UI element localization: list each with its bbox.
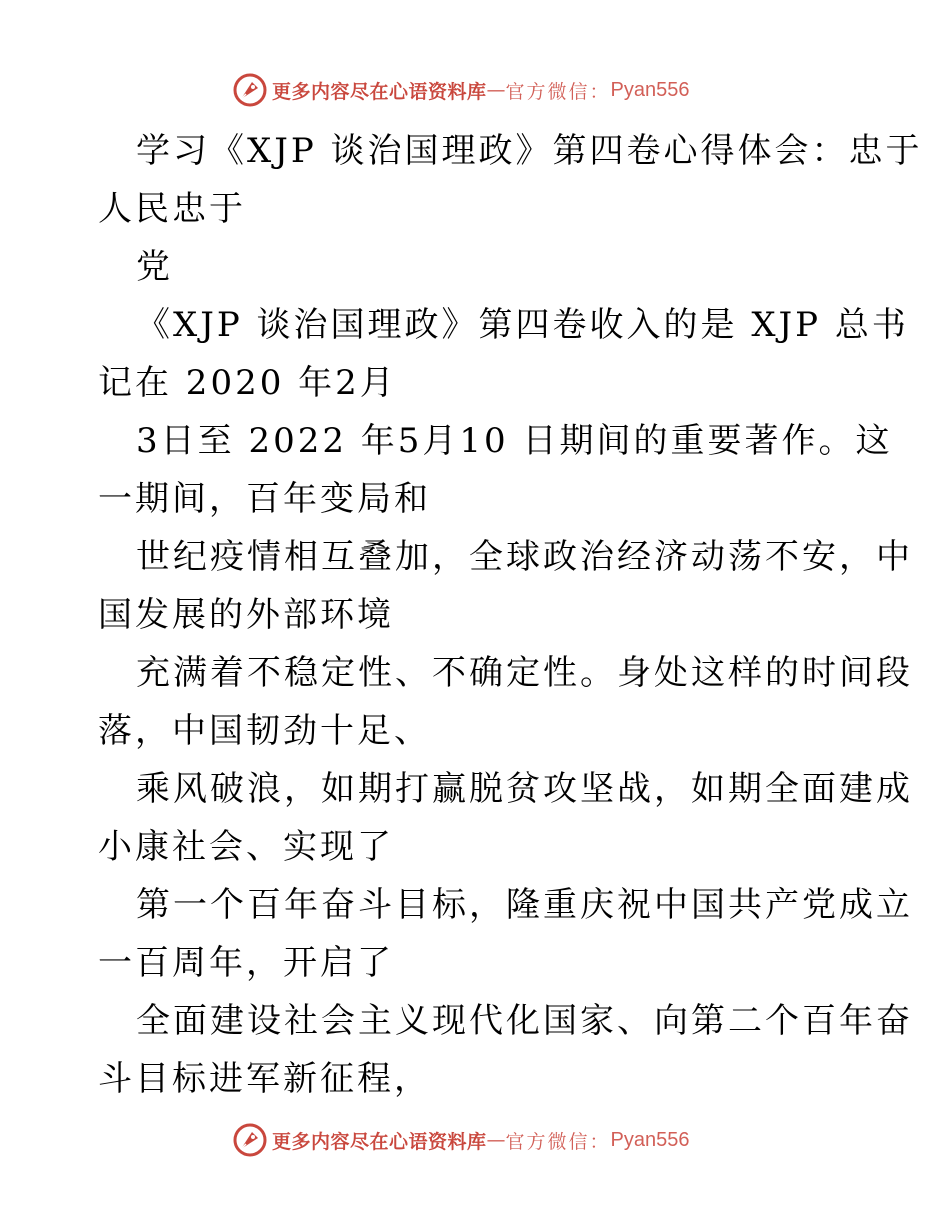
text-line: 斗目标进军新征程， (98, 1059, 431, 1099)
header-wechat-label: 官方微信： (505, 80, 611, 103)
text-line: 《XJP 谈治国理政》第四卷收入的是 XJP 总书 (136, 305, 909, 345)
text-line: 一百周年，开启了 (98, 943, 394, 983)
text-line: 3日至 2022 年5月10 日期间的重要著作。这 (136, 421, 893, 461)
text-line: 一期间，百年变局和 (98, 479, 431, 519)
header-wechat-id: Pyan556 (610, 78, 690, 101)
text-line: 党 (136, 247, 173, 287)
footer-dash: — (486, 1129, 506, 1151)
text-line: 充满着不稳定性、不确定性。身处这样的时间段 (136, 653, 913, 693)
text-line: 世纪疫情相互叠加，全球政治经济动荡不安，中 (136, 537, 913, 577)
footer-wechat-id: Pyan556 (610, 1128, 690, 1151)
text-line: 乘风破浪，如期打赢脱贫攻坚战，如期全面建成 (136, 769, 913, 809)
text-line: 小康社会、实现了 (98, 827, 394, 867)
text-line: 记在 2020 年2月 (98, 363, 397, 403)
text-line: 人民忠于 (98, 189, 246, 229)
pen-nib-logo-icon (232, 1122, 268, 1158)
text-line: 第一个百年奋斗目标，隆重庆祝中国共产党成立 (136, 885, 913, 925)
text-line: 落，中国韧劲十足、 (98, 711, 431, 751)
text-line: 全面建设社会主义现代化国家、向第二个百年奋 (136, 1001, 913, 1041)
header-banner (232, 70, 690, 110)
header-dash: — (486, 79, 506, 101)
footer-banner (232, 1120, 690, 1160)
pen-nib-logo-icon (232, 72, 268, 108)
footer-wechat-label: 官方微信： (505, 1130, 611, 1153)
document-body (98, 122, 923, 1108)
header-site-text: 更多内容尽在心语资料库 (272, 80, 487, 103)
text-line: 学习《XJP 谈治国理政》第四卷心得体会：忠于 (136, 131, 923, 171)
footer-site-text: 更多内容尽在心语资料库 (272, 1130, 487, 1153)
text-line: 国发展的外部环境 (98, 595, 394, 635)
